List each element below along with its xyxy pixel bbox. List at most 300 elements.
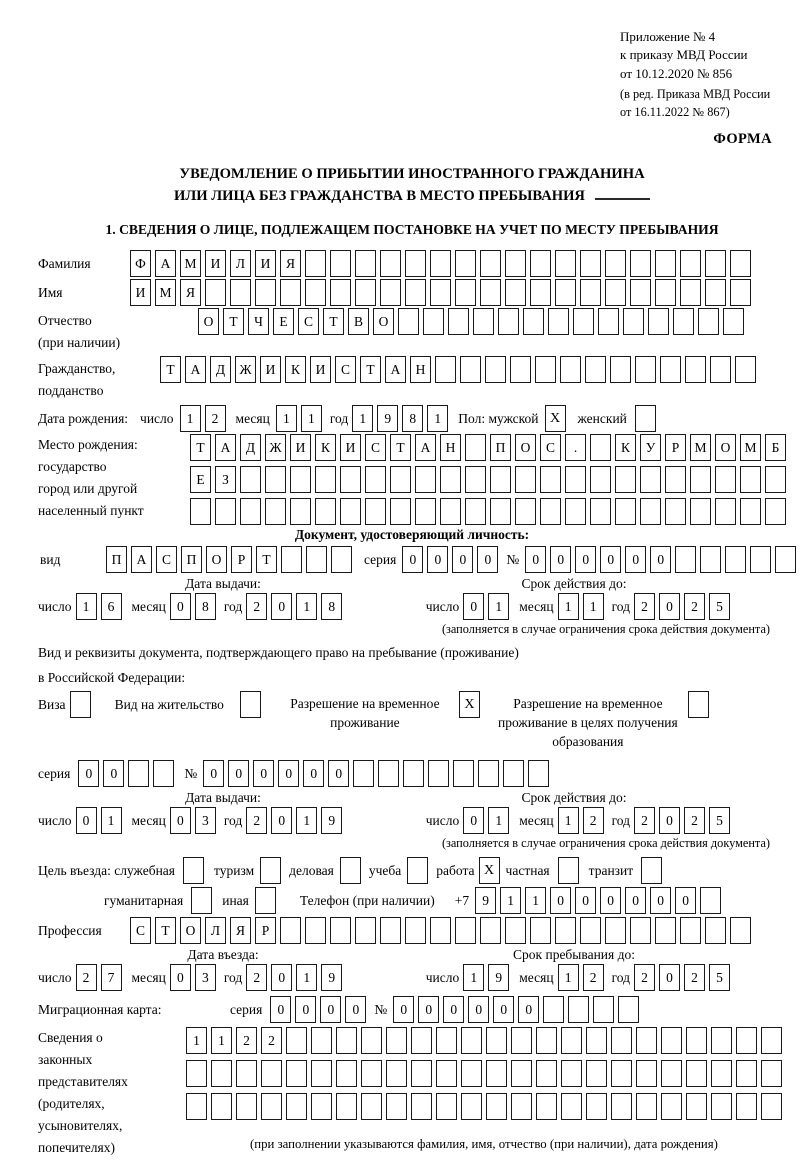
- char-cell[interactable]: [306, 546, 327, 573]
- char-cell[interactable]: [281, 546, 302, 573]
- char-cell[interactable]: 0: [170, 807, 191, 834]
- char-cell[interactable]: 9: [321, 964, 342, 991]
- char-cell[interactable]: Т: [360, 356, 381, 383]
- char-cell[interactable]: С: [365, 434, 386, 461]
- char-cell[interactable]: 6: [101, 593, 122, 620]
- checkbox-purpose-transit[interactable]: [641, 857, 662, 884]
- char-cell[interactable]: 1: [558, 807, 579, 834]
- char-cell[interactable]: [265, 466, 286, 493]
- char-cell[interactable]: 8: [195, 593, 216, 620]
- char-cell[interactable]: [665, 466, 686, 493]
- char-cell[interactable]: [750, 546, 771, 573]
- char-cell[interactable]: [153, 760, 174, 787]
- char-cell[interactable]: 0: [659, 807, 680, 834]
- char-cell[interactable]: [510, 356, 531, 383]
- char-cell[interactable]: [536, 1027, 557, 1054]
- char-cell[interactable]: И: [205, 250, 226, 277]
- char-cell[interactable]: [236, 1060, 257, 1087]
- char-cell[interactable]: [340, 498, 361, 525]
- char-cell[interactable]: [690, 466, 711, 493]
- char-cell[interactable]: [623, 308, 644, 335]
- char-cell[interactable]: [611, 1093, 632, 1120]
- char-cell[interactable]: [635, 356, 656, 383]
- char-cell[interactable]: [585, 356, 606, 383]
- char-cell[interactable]: [378, 760, 399, 787]
- char-cell[interactable]: [761, 1093, 782, 1120]
- char-cell[interactable]: [455, 250, 476, 277]
- char-cell[interactable]: 2: [246, 807, 267, 834]
- char-cell[interactable]: 0: [253, 760, 274, 787]
- char-cell[interactable]: 0: [659, 593, 680, 620]
- char-cell[interactable]: [611, 1060, 632, 1087]
- char-cell[interactable]: [411, 1093, 432, 1120]
- char-cell[interactable]: [398, 308, 419, 335]
- char-cell[interactable]: 0: [650, 887, 671, 914]
- char-cell[interactable]: 0: [278, 760, 299, 787]
- char-cell[interactable]: [405, 279, 426, 306]
- char-cell[interactable]: [630, 279, 651, 306]
- char-cell[interactable]: С: [156, 546, 177, 573]
- char-cell[interactable]: Ф: [130, 250, 151, 277]
- char-cell[interactable]: А: [155, 250, 176, 277]
- char-cell[interactable]: [543, 996, 564, 1023]
- char-cell[interactable]: Т: [390, 434, 411, 461]
- char-cell[interactable]: А: [415, 434, 436, 461]
- char-cell[interactable]: 0: [427, 546, 448, 573]
- char-cell[interactable]: [761, 1060, 782, 1087]
- char-cell[interactable]: [605, 279, 626, 306]
- char-cell[interactable]: О: [206, 546, 227, 573]
- char-cell[interactable]: [405, 917, 426, 944]
- char-cell[interactable]: [586, 1060, 607, 1087]
- char-cell[interactable]: 5: [709, 964, 730, 991]
- char-cell[interactable]: 1: [488, 593, 509, 620]
- char-cell[interactable]: 0: [170, 593, 191, 620]
- char-cell[interactable]: 0: [418, 996, 439, 1023]
- char-cell[interactable]: [498, 308, 519, 335]
- char-cell[interactable]: Н: [440, 434, 461, 461]
- checkbox-purpose-humanitarian[interactable]: [191, 887, 212, 914]
- char-cell[interactable]: [540, 466, 561, 493]
- checkbox-purpose-tourism[interactable]: [260, 857, 281, 884]
- char-cell[interactable]: [480, 250, 501, 277]
- char-cell[interactable]: [505, 917, 526, 944]
- char-cell[interactable]: [440, 498, 461, 525]
- char-cell[interactable]: [411, 1027, 432, 1054]
- char-cell[interactable]: [473, 308, 494, 335]
- char-cell[interactable]: 1: [427, 405, 448, 432]
- char-cell[interactable]: 1: [186, 1027, 207, 1054]
- char-cell[interactable]: Л: [230, 250, 251, 277]
- char-cell[interactable]: 0: [575, 887, 596, 914]
- char-cell[interactable]: 0: [600, 887, 621, 914]
- char-cell[interactable]: 0: [659, 964, 680, 991]
- char-cell[interactable]: [430, 917, 451, 944]
- char-cell[interactable]: [478, 760, 499, 787]
- char-cell[interactable]: 0: [345, 996, 366, 1023]
- char-cell[interactable]: .: [565, 434, 586, 461]
- char-cell[interactable]: [565, 466, 586, 493]
- char-cell[interactable]: Ч: [248, 308, 269, 335]
- char-cell[interactable]: 0: [600, 546, 621, 573]
- char-cell[interactable]: 2: [246, 593, 267, 620]
- char-cell[interactable]: [455, 917, 476, 944]
- char-cell[interactable]: Р: [231, 546, 252, 573]
- char-cell[interactable]: 0: [393, 996, 414, 1023]
- char-cell[interactable]: Р: [665, 434, 686, 461]
- char-cell[interactable]: [361, 1027, 382, 1054]
- char-cell[interactable]: 0: [328, 760, 349, 787]
- char-cell[interactable]: 0: [271, 807, 292, 834]
- char-cell[interactable]: 0: [443, 996, 464, 1023]
- char-cell[interactable]: С: [130, 917, 151, 944]
- char-cell[interactable]: [280, 917, 301, 944]
- char-cell[interactable]: 0: [228, 760, 249, 787]
- char-cell[interactable]: 9: [488, 964, 509, 991]
- char-cell[interactable]: Я: [280, 250, 301, 277]
- char-cell[interactable]: [361, 1060, 382, 1087]
- char-cell[interactable]: Е: [190, 466, 211, 493]
- char-cell[interactable]: [740, 466, 761, 493]
- char-cell[interactable]: О: [515, 434, 536, 461]
- checkbox-purpose-work[interactable]: X: [479, 857, 500, 884]
- char-cell[interactable]: [340, 466, 361, 493]
- char-cell[interactable]: М: [690, 434, 711, 461]
- char-cell[interactable]: 0: [270, 996, 291, 1023]
- char-cell[interactable]: [686, 1060, 707, 1087]
- char-cell[interactable]: 2: [634, 807, 655, 834]
- char-cell[interactable]: [355, 250, 376, 277]
- char-cell[interactable]: [775, 546, 796, 573]
- char-cell[interactable]: [315, 466, 336, 493]
- char-cell[interactable]: [240, 466, 261, 493]
- char-cell[interactable]: О: [373, 308, 394, 335]
- char-cell[interactable]: [690, 498, 711, 525]
- char-cell[interactable]: [636, 1060, 657, 1087]
- char-cell[interactable]: [511, 1060, 532, 1087]
- char-cell[interactable]: [640, 498, 661, 525]
- char-cell[interactable]: Л: [205, 917, 226, 944]
- char-cell[interactable]: [705, 917, 726, 944]
- char-cell[interactable]: [561, 1060, 582, 1087]
- char-cell[interactable]: [675, 546, 696, 573]
- char-cell[interactable]: 1: [488, 807, 509, 834]
- char-cell[interactable]: [230, 279, 251, 306]
- char-cell[interactable]: 2: [634, 964, 655, 991]
- char-cell[interactable]: 0: [320, 996, 341, 1023]
- char-cell[interactable]: 1: [101, 807, 122, 834]
- char-cell[interactable]: 2: [684, 593, 705, 620]
- char-cell[interactable]: [436, 1060, 457, 1087]
- checkbox-edu-permit[interactable]: [688, 691, 709, 718]
- char-cell[interactable]: [680, 250, 701, 277]
- char-cell[interactable]: 0: [468, 996, 489, 1023]
- char-cell[interactable]: О: [715, 434, 736, 461]
- char-cell[interactable]: 5: [709, 593, 730, 620]
- char-cell[interactable]: [715, 466, 736, 493]
- char-cell[interactable]: [428, 760, 449, 787]
- char-cell[interactable]: 2: [76, 964, 97, 991]
- char-cell[interactable]: [565, 498, 586, 525]
- checkbox-purpose-other[interactable]: [255, 887, 276, 914]
- char-cell[interactable]: [661, 1027, 682, 1054]
- char-cell[interactable]: [665, 498, 686, 525]
- char-cell[interactable]: [415, 498, 436, 525]
- char-cell[interactable]: Д: [240, 434, 261, 461]
- char-cell[interactable]: [511, 1093, 532, 1120]
- char-cell[interactable]: [711, 1060, 732, 1087]
- char-cell[interactable]: Н: [410, 356, 431, 383]
- char-cell[interactable]: [536, 1093, 557, 1120]
- char-cell[interactable]: [736, 1060, 757, 1087]
- char-cell[interactable]: [355, 279, 376, 306]
- char-cell[interactable]: М: [180, 250, 201, 277]
- char-cell[interactable]: [461, 1027, 482, 1054]
- char-cell[interactable]: [540, 498, 561, 525]
- char-cell[interactable]: [311, 1027, 332, 1054]
- char-cell[interactable]: [386, 1093, 407, 1120]
- char-cell[interactable]: [636, 1093, 657, 1120]
- char-cell[interactable]: [530, 250, 551, 277]
- char-cell[interactable]: 2: [583, 964, 604, 991]
- char-cell[interactable]: 0: [402, 546, 423, 573]
- char-cell[interactable]: О: [180, 917, 201, 944]
- char-cell[interactable]: [598, 308, 619, 335]
- char-cell[interactable]: [511, 1027, 532, 1054]
- char-cell[interactable]: [610, 356, 631, 383]
- char-cell[interactable]: [560, 356, 581, 383]
- char-cell[interactable]: [448, 308, 469, 335]
- char-cell[interactable]: [315, 498, 336, 525]
- char-cell[interactable]: [723, 308, 744, 335]
- char-cell[interactable]: К: [615, 434, 636, 461]
- char-cell[interactable]: [261, 1093, 282, 1120]
- char-cell[interactable]: [455, 279, 476, 306]
- char-cell[interactable]: А: [185, 356, 206, 383]
- char-cell[interactable]: 2: [684, 807, 705, 834]
- char-cell[interactable]: 1: [500, 887, 521, 914]
- char-cell[interactable]: [515, 466, 536, 493]
- checkbox-temp-permit[interactable]: X: [459, 691, 480, 718]
- char-cell[interactable]: Т: [190, 434, 211, 461]
- char-cell[interactable]: М: [155, 279, 176, 306]
- char-cell[interactable]: [725, 546, 746, 573]
- char-cell[interactable]: [311, 1060, 332, 1087]
- char-cell[interactable]: 2: [634, 593, 655, 620]
- char-cell[interactable]: 0: [675, 887, 696, 914]
- char-cell[interactable]: 2: [246, 964, 267, 991]
- char-cell[interactable]: 2: [261, 1027, 282, 1054]
- char-cell[interactable]: [568, 996, 589, 1023]
- char-cell[interactable]: 0: [452, 546, 473, 573]
- char-cell[interactable]: 1: [276, 405, 297, 432]
- char-cell[interactable]: П: [490, 434, 511, 461]
- char-cell[interactable]: [561, 1093, 582, 1120]
- char-cell[interactable]: [361, 1093, 382, 1120]
- char-cell[interactable]: [486, 1027, 507, 1054]
- char-cell[interactable]: [573, 308, 594, 335]
- char-cell[interactable]: [711, 1093, 732, 1120]
- char-cell[interactable]: 0: [271, 593, 292, 620]
- char-cell[interactable]: 3: [195, 964, 216, 991]
- char-cell[interactable]: А: [131, 546, 152, 573]
- char-cell[interactable]: [586, 1027, 607, 1054]
- char-cell[interactable]: [390, 466, 411, 493]
- char-cell[interactable]: 0: [78, 760, 99, 787]
- char-cell[interactable]: 1: [558, 964, 579, 991]
- char-cell[interactable]: [386, 1060, 407, 1087]
- char-cell[interactable]: И: [290, 434, 311, 461]
- char-cell[interactable]: Я: [230, 917, 251, 944]
- char-cell[interactable]: С: [335, 356, 356, 383]
- char-cell[interactable]: [211, 1060, 232, 1087]
- char-cell[interactable]: [505, 279, 526, 306]
- char-cell[interactable]: [636, 1027, 657, 1054]
- char-cell[interactable]: [236, 1093, 257, 1120]
- char-cell[interactable]: [265, 498, 286, 525]
- char-cell[interactable]: [380, 250, 401, 277]
- char-cell[interactable]: [686, 1027, 707, 1054]
- char-cell[interactable]: [530, 279, 551, 306]
- char-cell[interactable]: 1: [76, 593, 97, 620]
- char-cell[interactable]: 0: [650, 546, 671, 573]
- char-cell[interactable]: [555, 279, 576, 306]
- char-cell[interactable]: [286, 1027, 307, 1054]
- char-cell[interactable]: 7: [101, 964, 122, 991]
- char-cell[interactable]: [460, 356, 481, 383]
- char-cell[interactable]: [440, 466, 461, 493]
- char-cell[interactable]: [528, 760, 549, 787]
- char-cell[interactable]: [710, 356, 731, 383]
- char-cell[interactable]: Е: [273, 308, 294, 335]
- checkbox-residence-permit[interactable]: [240, 691, 261, 718]
- char-cell[interactable]: [240, 498, 261, 525]
- char-cell[interactable]: [590, 498, 611, 525]
- char-cell[interactable]: [615, 466, 636, 493]
- char-cell[interactable]: [453, 760, 474, 787]
- char-cell[interactable]: [305, 279, 326, 306]
- char-cell[interactable]: [215, 498, 236, 525]
- char-cell[interactable]: [586, 1093, 607, 1120]
- char-cell[interactable]: [403, 760, 424, 787]
- char-cell[interactable]: 9: [475, 887, 496, 914]
- char-cell[interactable]: [480, 917, 501, 944]
- char-cell[interactable]: [190, 498, 211, 525]
- char-cell[interactable]: 8: [402, 405, 423, 432]
- char-cell[interactable]: [700, 887, 721, 914]
- char-cell[interactable]: [523, 308, 544, 335]
- char-cell[interactable]: 1: [211, 1027, 232, 1054]
- char-cell[interactable]: [336, 1060, 357, 1087]
- char-cell[interactable]: [590, 466, 611, 493]
- checkbox-purpose-business[interactable]: [340, 857, 361, 884]
- char-cell[interactable]: Я: [180, 279, 201, 306]
- char-cell[interactable]: Т: [223, 308, 244, 335]
- char-cell[interactable]: [390, 498, 411, 525]
- char-cell[interactable]: П: [106, 546, 127, 573]
- char-cell[interactable]: 0: [271, 964, 292, 991]
- char-cell[interactable]: 1: [352, 405, 373, 432]
- char-cell[interactable]: 0: [518, 996, 539, 1023]
- char-cell[interactable]: [580, 279, 601, 306]
- char-cell[interactable]: 2: [236, 1027, 257, 1054]
- char-cell[interactable]: [593, 996, 614, 1023]
- char-cell[interactable]: [386, 1027, 407, 1054]
- char-cell[interactable]: [486, 1093, 507, 1120]
- char-cell[interactable]: [461, 1060, 482, 1087]
- char-cell[interactable]: 2: [205, 405, 226, 432]
- char-cell[interactable]: [580, 250, 601, 277]
- char-cell[interactable]: 0: [303, 760, 324, 787]
- char-cell[interactable]: [186, 1093, 207, 1120]
- char-cell[interactable]: А: [215, 434, 236, 461]
- char-cell[interactable]: Т: [160, 356, 181, 383]
- char-cell[interactable]: 0: [463, 593, 484, 620]
- char-cell[interactable]: [311, 1093, 332, 1120]
- checkbox-purpose-study[interactable]: [407, 857, 428, 884]
- char-cell[interactable]: 1: [296, 593, 317, 620]
- char-cell[interactable]: 1: [463, 964, 484, 991]
- char-cell[interactable]: 0: [170, 964, 191, 991]
- char-cell[interactable]: Ж: [265, 434, 286, 461]
- char-cell[interactable]: [423, 308, 444, 335]
- char-cell[interactable]: [128, 760, 149, 787]
- char-cell[interactable]: [655, 917, 676, 944]
- char-cell[interactable]: 5: [709, 807, 730, 834]
- char-cell[interactable]: [465, 466, 486, 493]
- char-cell[interactable]: [618, 996, 639, 1023]
- char-cell[interactable]: [730, 250, 751, 277]
- char-cell[interactable]: [336, 1027, 357, 1054]
- char-cell[interactable]: 0: [477, 546, 498, 573]
- char-cell[interactable]: 0: [103, 760, 124, 787]
- char-cell[interactable]: [515, 498, 536, 525]
- char-cell[interactable]: [611, 1027, 632, 1054]
- char-cell[interactable]: [736, 1093, 757, 1120]
- char-cell[interactable]: У: [640, 434, 661, 461]
- char-cell[interactable]: [503, 760, 524, 787]
- char-cell[interactable]: [685, 356, 706, 383]
- char-cell[interactable]: [305, 250, 326, 277]
- char-cell[interactable]: К: [315, 434, 336, 461]
- char-cell[interactable]: [648, 308, 669, 335]
- char-cell[interactable]: 0: [550, 887, 571, 914]
- char-cell[interactable]: 0: [493, 996, 514, 1023]
- char-cell[interactable]: [353, 760, 374, 787]
- char-cell[interactable]: [205, 279, 226, 306]
- char-cell[interactable]: [736, 1027, 757, 1054]
- checkbox-purpose-private[interactable]: [558, 857, 579, 884]
- char-cell[interactable]: 1: [296, 964, 317, 991]
- char-cell[interactable]: [186, 1060, 207, 1087]
- char-cell[interactable]: [435, 356, 456, 383]
- char-cell[interactable]: [486, 1060, 507, 1087]
- char-cell[interactable]: П: [181, 546, 202, 573]
- char-cell[interactable]: И: [340, 434, 361, 461]
- char-cell[interactable]: [415, 466, 436, 493]
- char-cell[interactable]: [735, 356, 756, 383]
- char-cell[interactable]: [640, 466, 661, 493]
- char-cell[interactable]: [705, 279, 726, 306]
- char-cell[interactable]: 8: [321, 593, 342, 620]
- char-cell[interactable]: [290, 498, 311, 525]
- char-cell[interactable]: [686, 1093, 707, 1120]
- char-cell[interactable]: [480, 279, 501, 306]
- char-cell[interactable]: [211, 1093, 232, 1120]
- char-cell[interactable]: [630, 917, 651, 944]
- char-cell[interactable]: [561, 1027, 582, 1054]
- char-cell[interactable]: [461, 1093, 482, 1120]
